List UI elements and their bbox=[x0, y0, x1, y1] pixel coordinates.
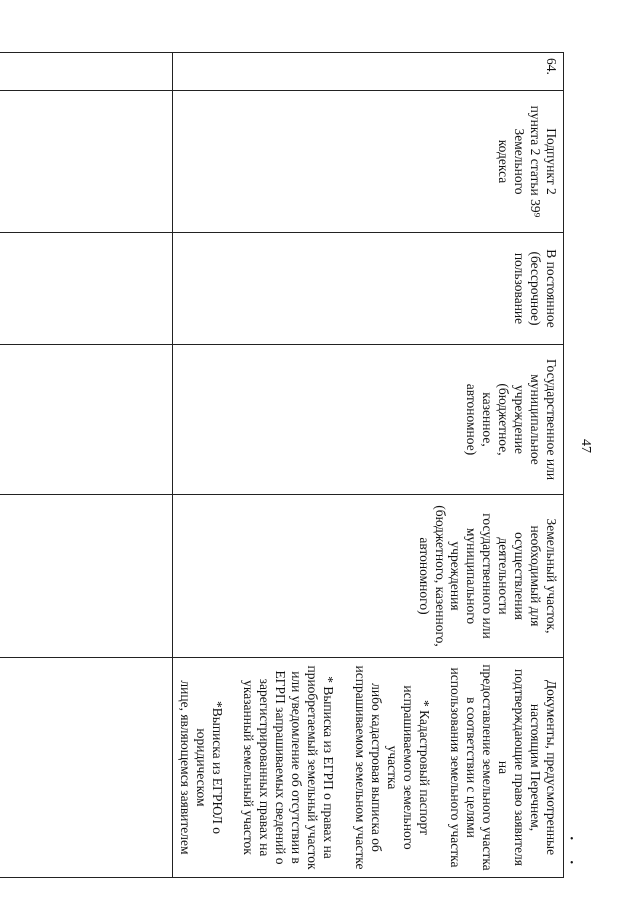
table-row-spacer bbox=[0, 53, 172, 878]
page-number: 47 bbox=[578, 439, 593, 453]
documents-cell: Документы, предусмотренные настоящим Перечнем, подтверждающие право заявителя на предоставление земельного участка в соответствии с целями использования земельного участка * Кадастровый паспорт испрашиваемого земельного участка либо кадастровая выписка об испрашиваемом земельном участке * Выписка из ЕГРП о правах на приобретаемый земельный участок или уведомление об отсутствии в ЕГРП запрашиваемых сведений о зарегистрированных правах на указанный земельный участок *Выписка из ЕГРЮЛ о юридическом лице, являющемся заявителем bbox=[172, 658, 563, 878]
right-type-cell: В постоянное (бессрочное) пользование bbox=[172, 233, 563, 345]
row-number: 64. bbox=[172, 53, 563, 91]
scan-dot: • bbox=[570, 858, 574, 869]
purpose-cell: Земельный участок, необходимый для осуществления деятельности государственного или муниципального учреждения (бюджетного, казенного, автономного) bbox=[172, 495, 563, 658]
table-row-64 bbox=[172, 53, 563, 878]
legal-basis-cell: Подпункт 2 пункта 2 статьи 39⁹ Земельного кодекса bbox=[172, 91, 563, 233]
holder-cell: Государственное или муниципальное учреждение (бюджетное, казенное, автономное) bbox=[172, 345, 563, 495]
scan-dot: • bbox=[570, 834, 574, 845]
document-table bbox=[0, 52, 564, 878]
